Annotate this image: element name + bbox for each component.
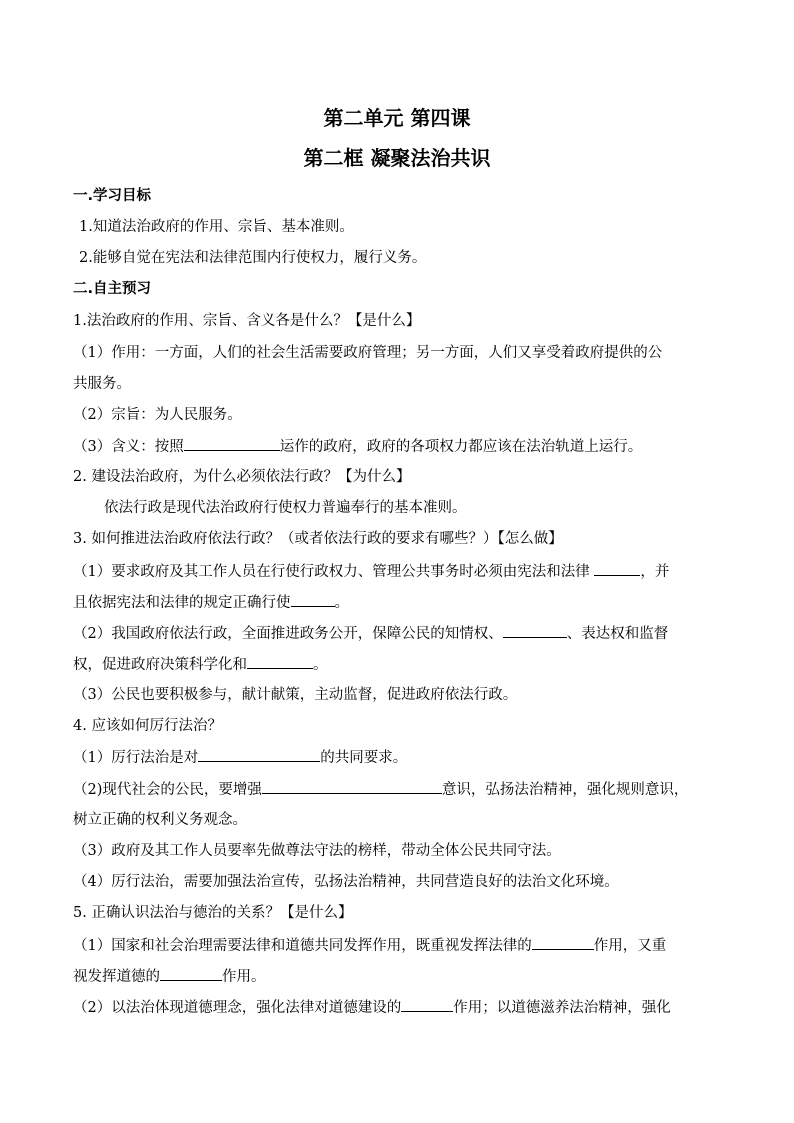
answer-1-1-cont: 共服务。 [73, 376, 131, 392]
text: （2）以法治体现道德理念，强化法律对道德建设的 [73, 1000, 402, 1016]
fill-blank[interactable] [594, 561, 640, 576]
answer-3-3: （3）公民也要积极参与，献计献策，主动监督，促进政府依法行政。 [73, 687, 518, 703]
answer-2: 依法行政是现代法治政府行使权力普遍奉行的基本准则。 [104, 500, 467, 516]
answer-4-1 [73, 747, 733, 768]
fill-blank[interactable] [503, 623, 567, 638]
section-title: 第二框 凝聚法治共识 [303, 146, 491, 170]
answer-1-2: （2）宗旨：为人民服务。 [73, 407, 242, 423]
answer-5-2 [73, 997, 733, 1018]
answer-3-2 [73, 623, 733, 644]
fill-blank[interactable] [401, 997, 453, 1012]
answer-4-4: （4）厉行法治，需要加强法治宣传，弘扬法治精神，共同营造良好的法治文化环境。 [73, 874, 619, 890]
text: （2）我国政府依法行政，全面推进政务公开，保障公民的知情权、 [73, 626, 503, 642]
text: 作用。 [222, 969, 266, 985]
text: 。 [334, 595, 349, 611]
answer-5-1-cont [73, 966, 733, 987]
question-4: 4. 应该如何厉行法治？ [73, 718, 222, 734]
text: 权，促进政府决策科学化和 [73, 657, 247, 673]
goal-2: 2.能够自觉在宪法和法律范围内行使权力，履行义务。 [79, 250, 427, 266]
text: 的共同要求。 [320, 750, 408, 766]
text: 。 [313, 657, 328, 673]
text: （2)现代社会的公民，要增强 [73, 782, 262, 798]
text: （1）要求政府及其工作人员在行使行政权力、管理公共事务时必须由宪法和法律 [73, 564, 590, 580]
answer-1-3 [73, 436, 733, 457]
answer-4-3: （3）政府及其工作人员要率先做尊法守法的榜样，带动全体公民共同守法。 [73, 843, 561, 859]
section-heading-preview: 二.自主预习 [73, 281, 152, 297]
answer-3-1-cont [73, 592, 733, 613]
fill-blank[interactable] [291, 592, 335, 607]
text: 视发挥道德的 [73, 969, 160, 985]
fill-blank[interactable] [184, 436, 280, 451]
answer-3-2-cont [73, 654, 733, 675]
question-2: 2. 建设法治政府，为什么必须依法行政？【为什么】 [73, 469, 411, 485]
question-1: 1.法治政府的作用、宗旨、含义各是什么？【是什么】 [73, 313, 421, 329]
text: （3）含义：按照 [73, 439, 184, 455]
fill-blank[interactable] [160, 966, 222, 981]
unit-lesson-title: 第二单元 第四课 [323, 106, 471, 130]
question-3: 3. 如何推进法治政府依法行政？（或者依法行政的要求有哪些？）【怎么做】 [73, 531, 563, 547]
goal-1: 1.知道法治政府的作用、宗旨、基本准则。 [79, 219, 354, 235]
text: （1）厉行法治是对 [73, 750, 199, 766]
fill-blank[interactable] [262, 779, 442, 794]
text: 作用，又重 [593, 938, 667, 954]
text: 运作的政府，政府的各项权力都应该在法治轨道上运行。 [279, 439, 643, 455]
text: 且依据宪法和法律的规定正确行使 [73, 595, 291, 611]
text: ，并 [640, 564, 670, 580]
question-5: 5. 正确认识法治与德治的关系？【是什么】 [73, 905, 353, 921]
section-heading-goals: 一.学习目标 [73, 188, 152, 204]
fill-blank[interactable] [532, 935, 594, 950]
answer-4-2-cont: 树立正确的权利义务观念。 [73, 812, 247, 828]
answer-4-2 [73, 779, 733, 800]
fill-blank[interactable] [247, 654, 313, 669]
text: 作用；以道德滋养法治精神，强化 [453, 1000, 671, 1016]
text: （1）国家和社会治理需要法律和道德共同发挥作用，既重视发挥法律的 [73, 938, 532, 954]
answer-1-1: （1）作用：一方面，人们的社会生活需要政府管理；另一方面，人们又享受着政府提供的公 [73, 345, 663, 361]
answer-5-1 [73, 935, 733, 956]
fill-blank[interactable] [198, 747, 320, 762]
text: 意识，弘扬法治精神，强化规则意识， [441, 782, 689, 798]
answer-3-1 [73, 561, 733, 582]
text: 、表达权和监督 [566, 626, 669, 642]
